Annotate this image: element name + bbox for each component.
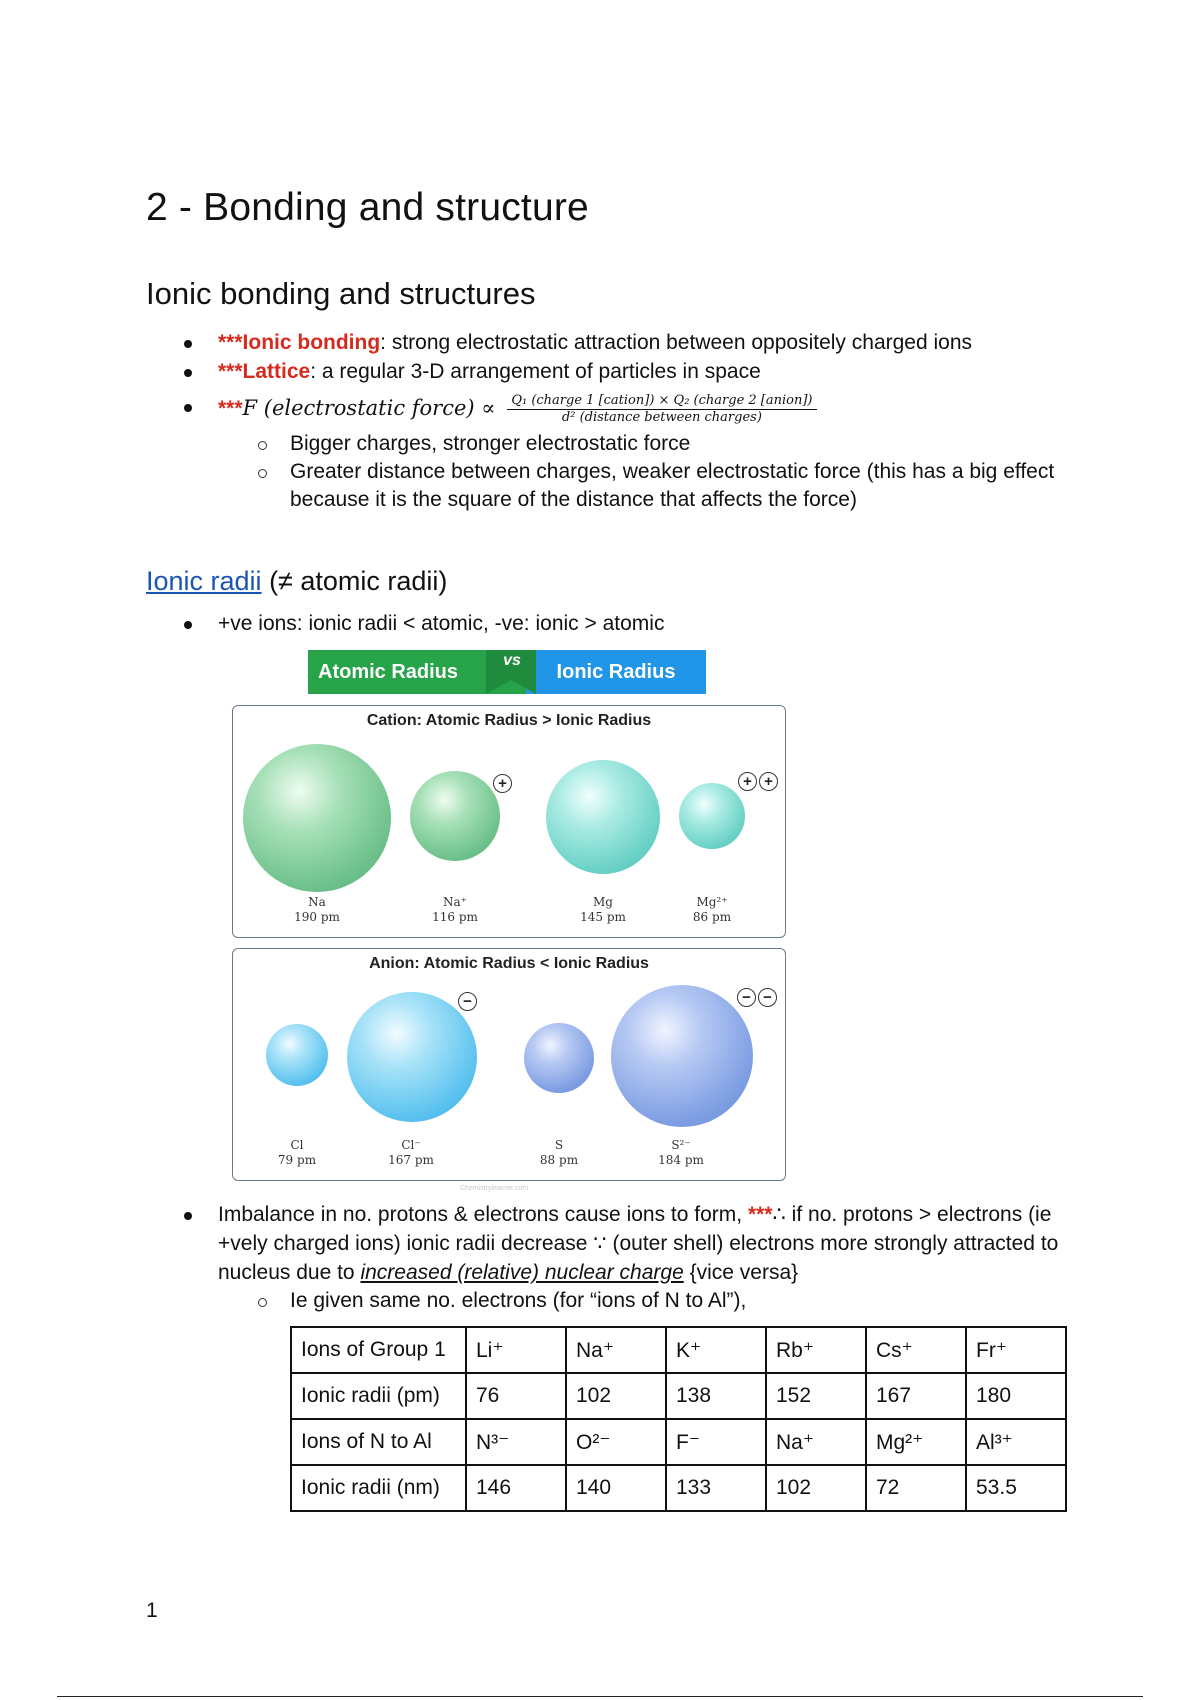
ion-name: Mg²⁺ — [696, 895, 728, 909]
emphasis-stars: *** — [218, 397, 243, 420]
formula-numerator: Q₁ (charge 1 [cation]) × Q₂ (charge 2 [anion]) — [507, 393, 816, 410]
table-cell: F⁻ — [666, 1419, 766, 1465]
table-cell: Na⁺ — [566, 1327, 666, 1373]
table-cell: 140 — [566, 1465, 666, 1511]
section-heading-ionic-radii — [146, 566, 447, 597]
cl-atom-sphere — [266, 1024, 328, 1086]
table-cell: Cs⁺ — [866, 1327, 966, 1373]
term-lattice: Lattice — [242, 360, 311, 383]
label-mg — [563, 895, 643, 925]
anion-panel-title: Anion: Atomic Radius < Ionic Radius — [369, 955, 649, 972]
ion-name: Na — [308, 895, 326, 909]
table-cell: 53.5 — [966, 1465, 1066, 1511]
plus-charge-icon: + — [493, 774, 512, 793]
item-text: ∴ if no. protons > electrons (ie +vely charged ions) ionic radii decrease ∵ (outer shell) electrons more strongly attracted to nucleus due to — [218, 1203, 1059, 1284]
table-cell: 102 — [766, 1465, 866, 1511]
plus-charge-icon: + — [759, 772, 778, 791]
table-cell: 167 — [866, 1373, 966, 1419]
table-cell: Na⁺ — [766, 1419, 866, 1465]
cl-ion-sphere — [347, 992, 477, 1122]
table-cell: N³⁻ — [466, 1419, 566, 1465]
bullet-dot — [184, 340, 192, 348]
heading-rest: (≠ atomic radii) — [261, 566, 448, 596]
bullet-dot — [184, 1212, 192, 1220]
list-item — [180, 328, 1080, 357]
na-atom-sphere — [243, 744, 391, 892]
cation-panel-title: Cation: Atomic Radius > Ionic Radius — [366, 712, 652, 729]
label-s-ion — [641, 1138, 721, 1168]
sub-list-item — [180, 458, 1080, 514]
table-cell: Ionic radii (pm) — [291, 1373, 466, 1419]
bullet-list-ionic-radii — [180, 609, 1080, 638]
table-cell: 102 — [566, 1373, 666, 1419]
definition-text: : a regular 3-D arrangement of particles in space — [310, 360, 761, 383]
figure-credit: Chemistrylearner.com — [460, 1185, 529, 1192]
ion-name: S²⁻ — [671, 1138, 691, 1152]
emphasis-stars: *** — [747, 1203, 773, 1226]
minus-charge-icon: − — [458, 992, 477, 1011]
s-atom-sphere — [524, 1023, 594, 1093]
radius-value: 79 pm — [277, 1153, 317, 1167]
table-cell: 146 — [466, 1465, 566, 1511]
radius-value: 88 pm — [539, 1153, 579, 1167]
s-ion-sphere — [611, 985, 753, 1127]
radius-value: 167 pm — [388, 1153, 434, 1167]
ionic-radii-table — [290, 1326, 1067, 1512]
atomic-vs-ionic-radius-figure — [230, 650, 790, 1190]
table-cell: 72 — [866, 1465, 966, 1511]
list-item-formula — [180, 386, 1080, 430]
mg-ion-sphere — [679, 783, 745, 849]
sub-bullet-circle — [258, 469, 267, 478]
table-cell: K⁺ — [666, 1327, 766, 1373]
sub-list-item — [180, 430, 1080, 458]
mg-atom-sphere — [546, 760, 660, 874]
definition-text: : strong electrostatic attraction between oppositely charged ions — [380, 331, 973, 354]
minus-charge-icon: − — [737, 988, 756, 1007]
ionic-radii-link[interactable]: Ionic radii — [146, 566, 262, 596]
ion-name: S — [554, 1138, 564, 1152]
table-cell: Ions of N to Al — [291, 1419, 466, 1465]
table-cell: Al³⁺ — [966, 1419, 1066, 1465]
label-na — [277, 895, 357, 925]
footer-rule — [57, 1696, 1143, 1697]
bullet-dot — [184, 621, 192, 629]
ion-name: Na⁺ — [443, 895, 467, 909]
item-text: +ve ions: ionic radii < atomic, -ve: ionic > atomic — [218, 612, 665, 635]
radius-value: 116 pm — [432, 910, 478, 924]
table-cell: Ionic radii (nm) — [291, 1465, 466, 1511]
list-item — [180, 1200, 1060, 1287]
bullet-list-imbalance — [180, 1200, 1060, 1315]
ion-name: Mg — [593, 895, 613, 909]
cation-panel — [232, 705, 786, 938]
formula-lhs: F (electrostatic force) ∝ — [242, 396, 496, 420]
table-cell: Ions of Group 1 — [291, 1327, 466, 1373]
table-cell: 133 — [666, 1465, 766, 1511]
term-ionic-bonding: Ionic bonding — [242, 331, 381, 354]
anion-panel — [232, 948, 786, 1181]
table-row — [291, 1419, 1066, 1465]
table-cell: Rb⁺ — [766, 1327, 866, 1373]
table-cell: Li⁺ — [466, 1327, 566, 1373]
sub-list-item — [180, 1287, 1060, 1315]
formula-denominator: d² (distance between charges) — [561, 409, 762, 425]
table-cell: 76 — [466, 1373, 566, 1419]
sub-item-text: Bigger charges, stronger electrostatic force — [290, 432, 691, 455]
radius-value: 184 pm — [658, 1153, 704, 1167]
minus-charge-icon: − — [758, 988, 777, 1007]
bullet-dot — [184, 369, 192, 377]
table-cell: Mg²⁺ — [866, 1419, 966, 1465]
emphasis-stars: *** — [218, 331, 243, 354]
table-cell: 138 — [666, 1373, 766, 1419]
table-cell: 152 — [766, 1373, 866, 1419]
table-cell: 180 — [966, 1373, 1066, 1419]
label-s — [519, 1138, 599, 1168]
table-row — [291, 1327, 1066, 1373]
page-title: 2 - Bonding and structure — [146, 186, 589, 229]
sub-item-text: Ie given same no. electrons (for “ions of N to Al”), — [290, 1289, 747, 1312]
table-row — [291, 1373, 1066, 1419]
ion-name: Cl⁻ — [401, 1138, 421, 1152]
page-number: 1 — [146, 1599, 158, 1622]
list-item — [180, 357, 1080, 386]
label-mg-ion — [672, 895, 752, 925]
bullet-dot — [184, 404, 192, 412]
label-cl — [257, 1138, 337, 1168]
table-row — [291, 1465, 1066, 1511]
formula-fraction — [507, 393, 816, 426]
plus-charge-icon: + — [738, 772, 757, 791]
label-na-ion — [415, 895, 495, 925]
emphasis-stars: *** — [218, 360, 243, 383]
item-text: {vice versa} — [683, 1261, 799, 1284]
list-item — [180, 609, 1080, 638]
underlined-phrase: increased (relative) nuclear charge — [360, 1261, 684, 1284]
table-cell: O²⁻ — [566, 1419, 666, 1465]
sub-item-text: Greater distance between charges, weaker electrostatic force (this has a big effect because it is the square of the distance that affects the force) — [290, 460, 1055, 511]
na-ion-sphere — [410, 771, 500, 861]
radius-value: 86 pm — [692, 910, 732, 924]
section-heading-ionic-bonding: Ionic bonding and structures — [146, 276, 536, 311]
item-text: Imbalance in no. protons & electrons cause ions to form, — [218, 1203, 748, 1226]
table-cell: Fr⁺ — [966, 1327, 1066, 1373]
bullet-list-ionic-bonding — [180, 328, 1080, 514]
banner-vs: vs — [503, 652, 521, 669]
label-cl-ion — [371, 1138, 451, 1168]
ion-name: Cl — [290, 1138, 304, 1152]
radius-value: 145 pm — [580, 910, 626, 924]
banner-ionic-radius: Ionic Radius — [526, 650, 706, 694]
sub-bullet-circle — [258, 1298, 267, 1307]
banner-atomic-radius: Atomic Radius — [308, 650, 526, 694]
figure-banner — [308, 650, 706, 694]
sub-bullet-circle — [258, 441, 267, 450]
radius-value: 190 pm — [294, 910, 340, 924]
